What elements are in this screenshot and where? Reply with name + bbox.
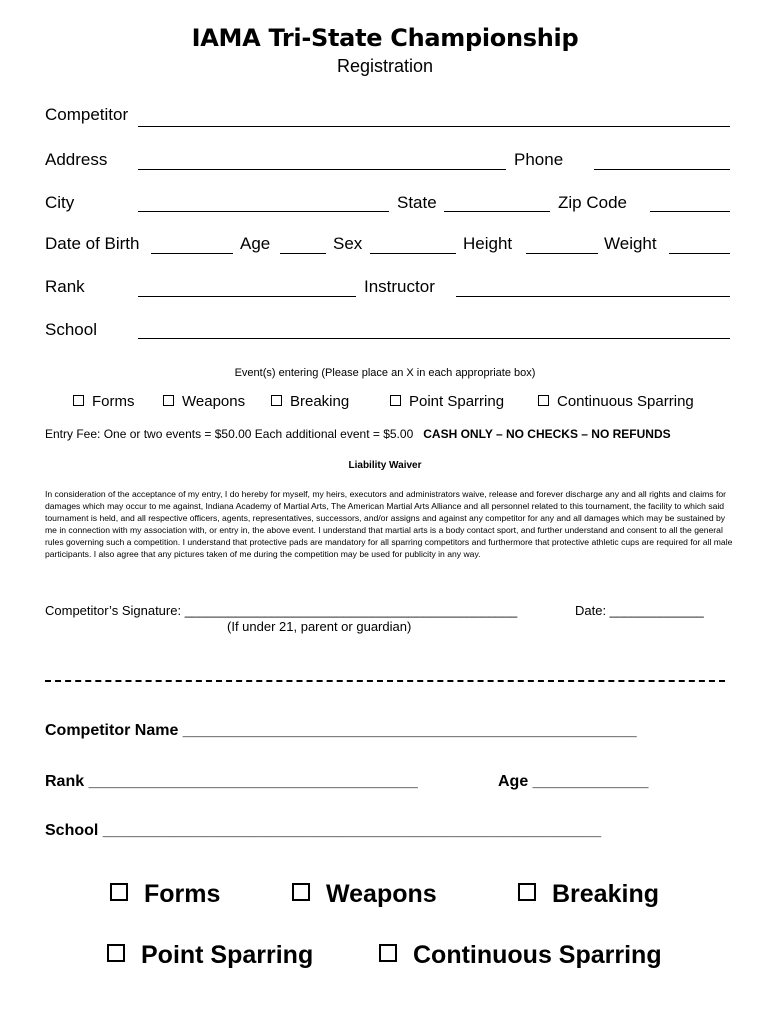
state-label: State: [397, 193, 437, 212]
event-weapons-option[interactable]: [163, 393, 245, 410]
competitor-label: Competitor: [45, 105, 129, 124]
event-label: Point Sparring: [409, 393, 505, 410]
stub-event-continuous-sparring-option[interactable]: [379, 941, 662, 970]
cash-only-notice: CASH ONLY – NO CHECKS – NO REFUNDS: [423, 427, 671, 441]
event-label: Breaking: [290, 393, 350, 410]
address-field[interactable]: [138, 169, 506, 170]
zip-label: Zip Code: [558, 193, 627, 212]
event-forms-option[interactable]: [73, 393, 135, 410]
stub-school[interactable]: School ________________________________________________________: [45, 822, 602, 839]
waiver-heading: Liability Waiver: [348, 460, 422, 471]
height-field[interactable]: [526, 253, 598, 254]
age-label: Age: [240, 234, 271, 253]
stub-rank[interactable]: Rank _____________________________________: [45, 773, 418, 790]
signature-line[interactable]: Competitor’s Signature: ______________________________________________: [45, 603, 518, 618]
form-title: IAMA Tri-State Championship: [191, 24, 579, 52]
age-field[interactable]: [280, 253, 326, 254]
rank-label: Rank: [45, 277, 85, 296]
checkbox-icon[interactable]: [271, 395, 282, 406]
entry-fee-text: Entry Fee: One or two events = $50.00 Each additional event = $5.00: [45, 427, 414, 441]
event-point-sparring-option[interactable]: [390, 393, 504, 410]
form-subtitle: Registration: [336, 56, 434, 76]
stub-event-weapons-option[interactable]: [292, 880, 437, 909]
stub-event-point-sparring-option[interactable]: [107, 941, 313, 970]
instructor-field[interactable]: [456, 296, 730, 297]
checkbox-icon[interactable]: [390, 395, 401, 406]
dob-label: Date of Birth: [45, 234, 140, 253]
stub-age[interactable]: Age _____________: [498, 773, 649, 790]
stub-event-label: Point Sparring: [141, 941, 314, 969]
event-breaking-option[interactable]: [271, 393, 349, 410]
cut-line-divider: [45, 680, 725, 682]
sex-field[interactable]: [370, 253, 456, 254]
rank-field[interactable]: [138, 296, 356, 297]
event-label: Forms: [92, 393, 135, 410]
stub-event-label: Continuous Sparring: [413, 941, 662, 969]
weight-field[interactable]: [669, 253, 730, 254]
signature-date[interactable]: Date: _____________: [575, 603, 704, 618]
city-label: City: [45, 193, 75, 212]
events-instruction: Event(s) entering (Please place an X in each appropriate box): [234, 367, 536, 379]
height-label: Height: [463, 234, 513, 253]
stub-competitor-name[interactable]: Competitor Name ___________________________________________________: [45, 722, 637, 739]
checkbox-icon[interactable]: [292, 883, 310, 901]
stub-event-label: Breaking: [552, 880, 659, 908]
instructor-label: Instructor: [364, 277, 435, 296]
address-label: Address: [45, 150, 108, 169]
competitor-field[interactable]: [138, 126, 730, 127]
event-label: Weapons: [182, 393, 246, 410]
checkbox-icon[interactable]: [379, 944, 397, 962]
checkbox-icon[interactable]: [518, 883, 536, 901]
checkbox-icon[interactable]: [110, 883, 128, 901]
event-label: Continuous Sparring: [557, 393, 694, 410]
waiver-body: In consideration of the acceptance of my entry, I do hereby for myself, my heirs, executors and administrators waive, release and forever discharge any and all rights and claims for damages which may occur to me against, Indiana Academy of Martial Arts, The American Martial Arts Alliance and all personnel related to this tournament, the facility to which said tournament is held, and all respective officers, agents, representatives, successors, and/or assigns and against any competitor for any and all damages which may be sustained by me in connection with my association with, or entry in, the above event. I understand that martial arts is a body contact sport, and further understand and consent to all the general rules governing such a competition. I understand that protective pads are mandatory for all sparring competitors and furthermore that protective athletic cups are required for all male participants. I also agree that any pictures taken of me during the competition may be used for publicity in any way.: [45, 489, 733, 559]
event-continuous-sparring-option[interactable]: [538, 393, 694, 410]
city-field[interactable]: [138, 211, 389, 212]
stub-event-forms-option[interactable]: [110, 880, 220, 909]
school-label: School: [45, 320, 97, 339]
stub-event-label: Weapons: [326, 880, 437, 908]
weight-label: Weight: [604, 234, 657, 253]
state-field[interactable]: [444, 211, 550, 212]
checkbox-icon[interactable]: [163, 395, 174, 406]
stub-event-breaking-option[interactable]: [518, 880, 659, 909]
stub-event-label: Forms: [144, 880, 221, 908]
checkbox-icon[interactable]: [73, 395, 84, 406]
phone-field[interactable]: [594, 169, 730, 170]
sex-label: Sex: [333, 234, 363, 253]
checkbox-icon[interactable]: [538, 395, 549, 406]
entry-fee: [45, 427, 671, 441]
phone-label: Phone: [514, 150, 564, 169]
dob-field[interactable]: [151, 253, 233, 254]
zip-field[interactable]: [650, 211, 730, 212]
guardian-note: (If under 21, parent or guardian): [227, 619, 412, 634]
school-field[interactable]: [138, 338, 730, 339]
checkbox-icon[interactable]: [107, 944, 125, 962]
